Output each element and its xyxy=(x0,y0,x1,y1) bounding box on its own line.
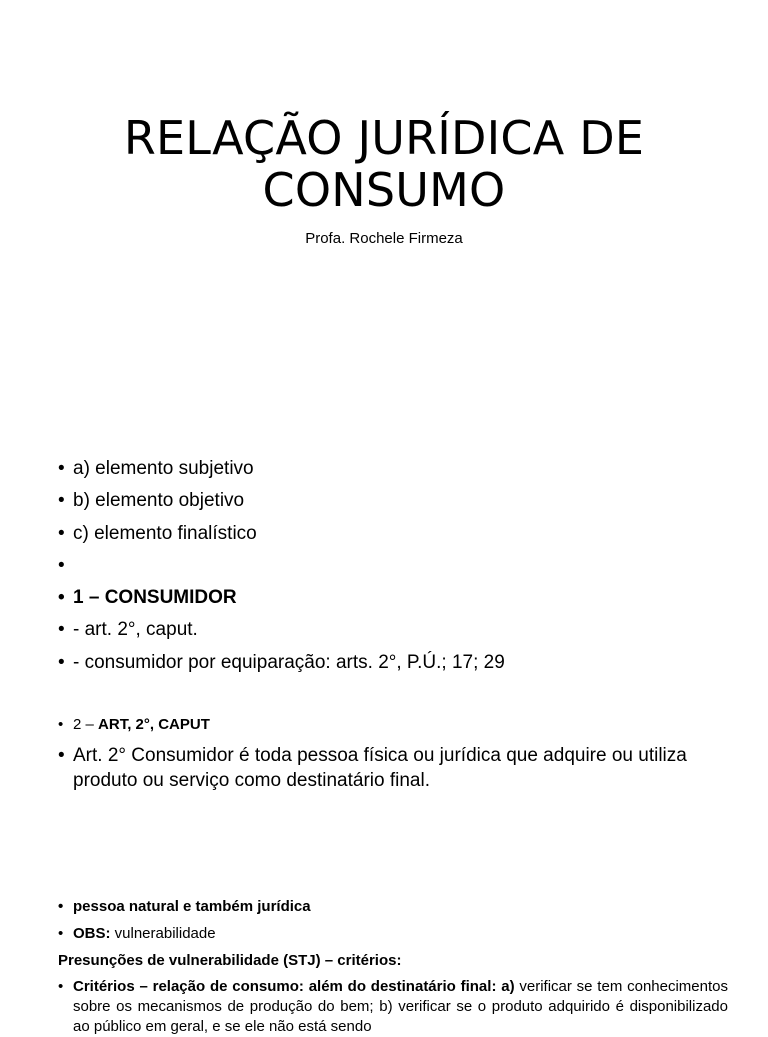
notes-list xyxy=(58,896,728,950)
page-title xyxy=(40,112,728,216)
article-list xyxy=(58,715,738,793)
section-heading-bold: ART, 2°, CAPUT xyxy=(98,716,210,733)
empty-list-item xyxy=(58,553,738,585)
list-item: • b) elemento objetivo xyxy=(58,488,738,520)
obs-text: vulnerabilidade xyxy=(110,925,216,942)
title-line-1: RELAÇÃO JURÍDICA DE xyxy=(123,111,645,165)
criterios-text: verificar se tem conhecimentos sobre os mecanismos de produção do bem; b) verificar se o produto adquirido é disponibilizado ao público em geral, e se ele não está sendo xyxy=(73,978,728,1035)
section-heading xyxy=(58,715,738,743)
criterios-label: Critérios – relação de consumo: além do destinatário final: a) xyxy=(73,978,515,995)
obs-label: OBS: xyxy=(73,925,111,942)
list-item: • - consumidor por equiparação: arts. 2°, P.Ú.; 17; 29 xyxy=(58,650,738,682)
list-item: • - art. 2°, caput. xyxy=(58,617,738,649)
list-item xyxy=(58,923,728,944)
list-item xyxy=(58,977,728,1037)
list-item: • c) elemento finalístico xyxy=(58,521,738,553)
list-item-heading: • 1 – CONSUMIDOR xyxy=(58,585,738,617)
section-heading-prefix: 2 – xyxy=(73,716,99,733)
list-item: • a) elemento subjetivo xyxy=(58,456,738,488)
elements-list xyxy=(58,456,738,682)
list-item: • pessoa natural e também jurídica xyxy=(58,896,728,917)
presuncoes-heading: Presunções de vulnerabilidade (STJ) – critérios: xyxy=(58,952,402,969)
author-subtitle: Profa. Rochele Firmeza xyxy=(305,230,463,247)
title-line-2: CONSUMO xyxy=(262,163,506,217)
article-text: • Art. 2° Consumidor é toda pessoa física ou jurídica que adquire ou utiliza produto ou serviço como destinatário final. xyxy=(58,743,738,793)
criterios-list xyxy=(58,977,728,1037)
